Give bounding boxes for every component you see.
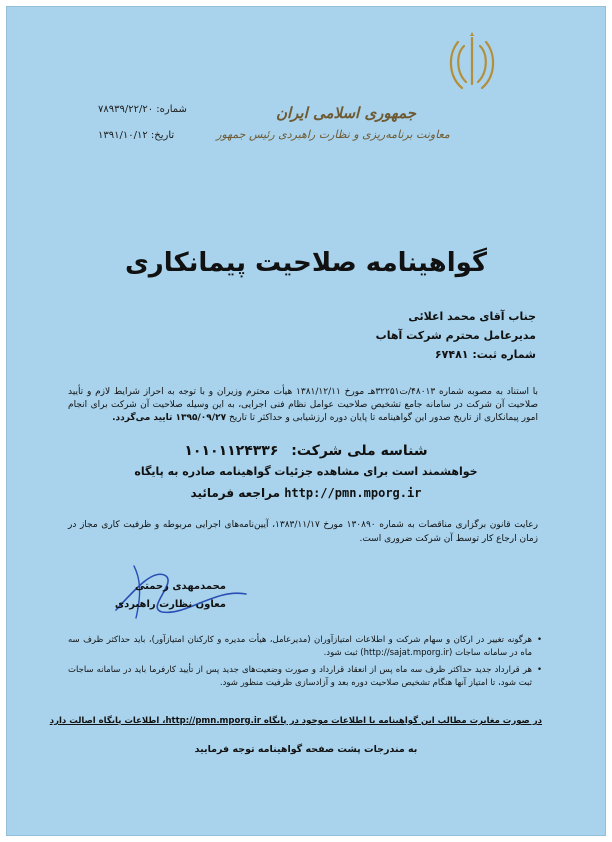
compliance-paragraph: رعایت قانون برگزاری مناقصات به شماره ۱۳۰۸۹۰ مورخ ۱۳۸۳/۱۱/۱۷، آیین‌نامه‌های اجرایی مربوطه و ظرفیت کاری مجاز در زمان ارجاع کار توسط آن شرکت ضروری است. [68,520,538,544]
pmn-link[interactable]: http://pmn.mporg.ir [284,486,422,500]
certificate-page [6,6,606,836]
page-title: گواهینامه صلاحیت پیمانکاری [124,248,488,278]
letter-date-label: تاریخ: [150,130,175,141]
signatory-title: معاون نظارت راهبردی [114,599,226,610]
government-subtitle: معاونت برنامه‌ریزی و نظارت راهبردی رئیس جمهور [216,128,450,141]
registration-number-label: شماره ثبت: [472,348,536,361]
note-item: • هرگونه تغییر در ارکان و سهام شرکت و اطلاعات امتیازآوران (مدیرعامل، هیأت مدیره و کارکنان امتیازآور)، باید حداکثر ظرف سه ماه در سامانه ساجات (http://sajat.mporg.ir) ثبت شود. [68,634,542,660]
note-item: • هر قرارداد جدید حداکثر ظرف سه ماه پس از انعقاد قرارداد و صورت وضعیت‌های جدید پس از تأیید کارفرما باید در سامانه ساجات ثبت شود، تا امتیاز آنها هنگام تشخیص صلاحیت دوره بعد و آزادسازی ظرفیت منظور شود. [68,664,542,690]
iran-emblem-icon [442,32,502,96]
approval-expiry: ۱۳۹۵/۰۹/۲۷ تایید می‌گردد. [112,413,227,423]
letter-number [98,104,187,115]
national-id-value: ۱۰۱۰۱۱۲۴۳۳۶ [184,443,279,459]
recipient-position: مدیرعامل محترم شرکت آهاب [375,329,536,342]
registration-number-value: ۶۷۴۸۱ [434,348,469,361]
letter-number-label: شماره: [156,104,187,115]
government-title: جمهوری اسلامی ایران [275,104,417,122]
request-url-line [6,486,606,500]
validity-notice: در صورت مغایرت مطالب این گواهینامه با اطلاعات موجود در پایگاه http://pmn.mporg.ir، اطلاعات پایگاه اصالت دارد [49,716,542,726]
national-id-label: شناسه ملی شرکت: [291,443,428,459]
letter-number-value: ۷۸۹۳۹/۲۲/۲۰ [98,104,154,115]
letter-date [98,130,174,141]
back-page-notice: به مندرجات پشت صفحه گواهینامه توجه فرمایید [194,744,418,755]
signatory-name: محمدمهدی رحمتی [135,581,226,592]
letter-date-value: ۱۳۹۱/۱۰/۱۲ [98,130,148,141]
national-id [6,443,606,459]
approval-text: با استناد به مصوبه شماره ۴۸۰۱۳/ت۳۲۲۵۱هـ مورخ ۱۳۸۱/۱۲/۱۱ هیأت محترم وزیران و با توجه به احراز شرایط لازم و تأیید صلاحیت آن شرکت در سامانه جامع تشخیص صلاحیت عوامل نظام فنی اجرایی، به این وسیله صلاحیت آن شرکت برای انجام امور پیمانکاری از تاریخ صدور این گواهینامه تا پایان دوره ارزشیابی و حداکثر تا تاریخ [68,387,538,423]
recipient-name: جناب آقای محمد اعلائی [408,310,536,323]
approval-paragraph [68,386,538,425]
notes-list [68,634,542,694]
registration-number [435,348,536,361]
request-tail: مراجعه فرمائید [190,486,280,500]
request-line: خواهشمند است برای مشاهده جزئیات گواهینامه صادره به پایگاه [134,465,478,478]
